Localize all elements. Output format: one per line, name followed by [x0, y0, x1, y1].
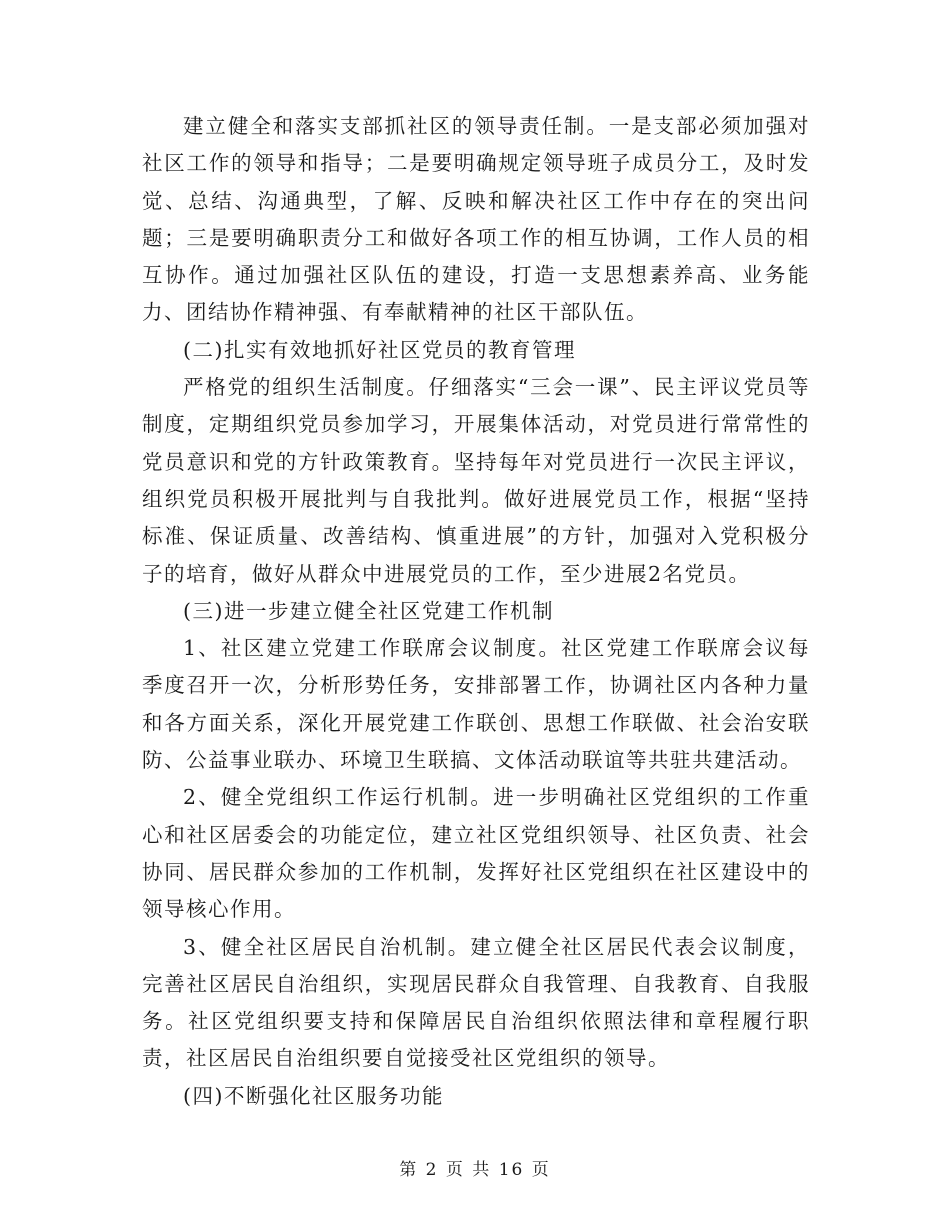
- section-heading-2: (二)扎实有效地抓好社区党员的教育管理: [183, 337, 576, 362]
- paragraph-joint-meeting: 1、社区建立党建工作联席会议制度。社区党建工作联席会议每季度召开一次，分析形势任务，安排部署工作，协调社区内各种力量和各方面关系，深化开展党建工作联创、思想工作联做、社会治安联防、公益事业联办、环境卫生联搞、文体活动联谊等共驻共建活动。: [142, 636, 810, 773]
- paragraph-party-life: 严格党的组织生活制度。仔细落实“三会一课”、民主评议党员等制度，定期组织党员参加学习，开展集体活动，对党员进行常常性的党员意识和党的方针政策教育。坚持每年对党员进行一次民主评议，组织党员积极开展批判与自我批判。做好进展党员工作，根据“坚持标准、保证质量、改善结构、慎重进展”的方针，加强对入党积极分子的培育，做好从群众中进展党员的工作，至少进展2名党员。: [142, 375, 810, 586]
- page-number-footer: 第 2 页 共 16 页: [399, 1160, 551, 1180]
- document-body: [142, 108, 810, 1115]
- section-heading-4: (四)不断强化社区服务功能: [183, 1083, 444, 1108]
- section-heading-3: (三)进一步建立健全社区党建工作机制: [183, 598, 554, 623]
- paragraph-self-governance: 3、健全社区居民自治机制。建立健全社区居民代表会议制度，完善社区居民自治组织，实现居民群众自我管理、自我教育、自我服务。社区党组织要支持和保障居民自治组织依照法律和章程履行职责，社区居民自治组织要自觉接受社区党组织的领导。: [142, 934, 810, 1071]
- paragraph-operation-mechanism: 2、健全党组织工作运行机制。进一步明确社区党组织的工作重心和社区居委会的功能定位，建立社区党组织领导、社区负责、社会协同、居民群众参加的工作机制，发挥好社区党组织在社区建设中的领导核心作用。: [142, 785, 810, 922]
- paragraph-leadership: 建立健全和落实支部抓社区的领导责任制。一是支部必须加强对社区工作的领导和指导；二是要明确规定领导班子成员分工，及时发觉、总结、沟通典型，了解、反映和解决社区工作中存在的突出问题；三是要明确职责分工和做好各项工作的相互协调，工作人员的相互协作。通过加强社区队伍的建设，打造一支思想素养高、业务能力、团结协作精神强、有奉献精神的社区干部队伍。: [142, 114, 810, 325]
